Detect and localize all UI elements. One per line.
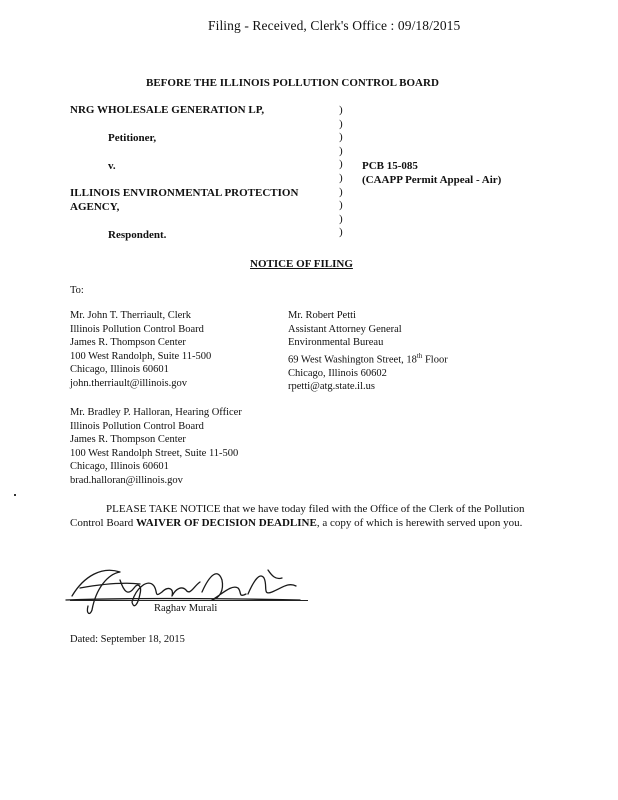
- caption-paren: ): [339, 226, 343, 239]
- ag-street: [288, 350, 448, 367]
- signer-name: Raghav Murali: [154, 603, 218, 614]
- case-number: PCB 15-085: [362, 160, 418, 172]
- dated-line: Dated: September 18, 2015: [70, 634, 185, 645]
- clerk-street: 100 West Randolph, Suite 11-500: [70, 350, 212, 362]
- hearing-officer-org: Illinois Pollution Control Board: [70, 420, 204, 432]
- filing-stamp: Filing - Received, Clerk's Office : 09/18/2015: [208, 18, 461, 33]
- ag-city: Chicago, Illinois 60602: [288, 367, 387, 379]
- clerk-building: James R. Thompson Center: [70, 337, 186, 349]
- petitioner-name: NRG WHOLESALE GENERATION LP,: [70, 104, 265, 116]
- notice-text-part2: , a copy of which is herewith served upon you.: [316, 516, 523, 529]
- caption-paren: ): [339, 158, 343, 171]
- caption-paren: ): [339, 199, 343, 212]
- notice-title: NOTICE OF FILING: [250, 258, 353, 270]
- board-heading: BEFORE THE ILLINOIS POLLUTION CONTROL BOARD: [146, 77, 439, 89]
- case-type: (CAAPP Permit Appeal - Air): [362, 174, 502, 186]
- ag-street-sup: th: [416, 351, 423, 360]
- caption-paren: ): [339, 185, 343, 198]
- caption-paren: ): [339, 117, 343, 130]
- notice-paragraph: [70, 503, 544, 530]
- to-label: To:: [70, 285, 84, 296]
- notice-document-title: WAIVER OF DECISION DEADLINE: [136, 516, 317, 529]
- clerk-address-block: [70, 309, 211, 391]
- ag-email: rpetti@atg.state.il.us: [288, 381, 375, 393]
- ag-bureau: Environmental Bureau: [288, 337, 384, 349]
- respondent-role: Respondent.: [108, 229, 167, 241]
- caption-paren: ): [339, 131, 343, 144]
- clerk-name: Mr. John T. Therriault, Clerk: [70, 310, 192, 321]
- petitioner-role: Petitioner,: [108, 132, 157, 144]
- clerk-city: Chicago, Illinois 60601: [70, 364, 169, 376]
- caption-paren: ): [339, 171, 343, 184]
- signature-line: [70, 600, 308, 601]
- ag-street-post: Floor: [422, 354, 448, 366]
- ag-address-block: [288, 309, 448, 394]
- ag-name: Mr. Robert Petti: [288, 310, 356, 321]
- versus-label: v.: [108, 160, 116, 172]
- caption-paren: ): [339, 104, 343, 116]
- hearing-officer-name: Mr. Bradley P. Halloran, Hearing Officer: [70, 407, 242, 418]
- respondent-name-line1: ILLINOIS ENVIRONMENTAL PROTECTION: [70, 187, 299, 199]
- caption-bracket-column: [339, 104, 343, 240]
- notice-text-part1: PLEASE TAKE NOTICE that we have today filed with the Office of the Clerk of the Pollution Control Board: [70, 503, 525, 529]
- clerk-org: Illinois Pollution Control Board: [70, 323, 204, 335]
- hearing-officer-address-block: [70, 406, 242, 488]
- caption-paren: ): [339, 212, 343, 225]
- hearing-officer-building: James R. Thompson Center: [70, 434, 186, 446]
- respondent-name-line2: AGENCY,: [70, 201, 120, 213]
- caption-paren: ): [339, 144, 343, 157]
- hearing-officer-city: Chicago, Illinois 60601: [70, 461, 169, 473]
- ag-street-pre: 69 West Washington Street, 18: [288, 354, 417, 366]
- margin-dot: [14, 494, 16, 496]
- clerk-email: john.therriault@illinois.gov: [70, 377, 187, 389]
- hearing-officer-email: brad.halloran@illinois.gov: [70, 474, 183, 486]
- hearing-officer-street: 100 West Randolph Street, Suite 11-500: [70, 447, 239, 459]
- ag-title: Assistant Attorney General: [288, 323, 402, 335]
